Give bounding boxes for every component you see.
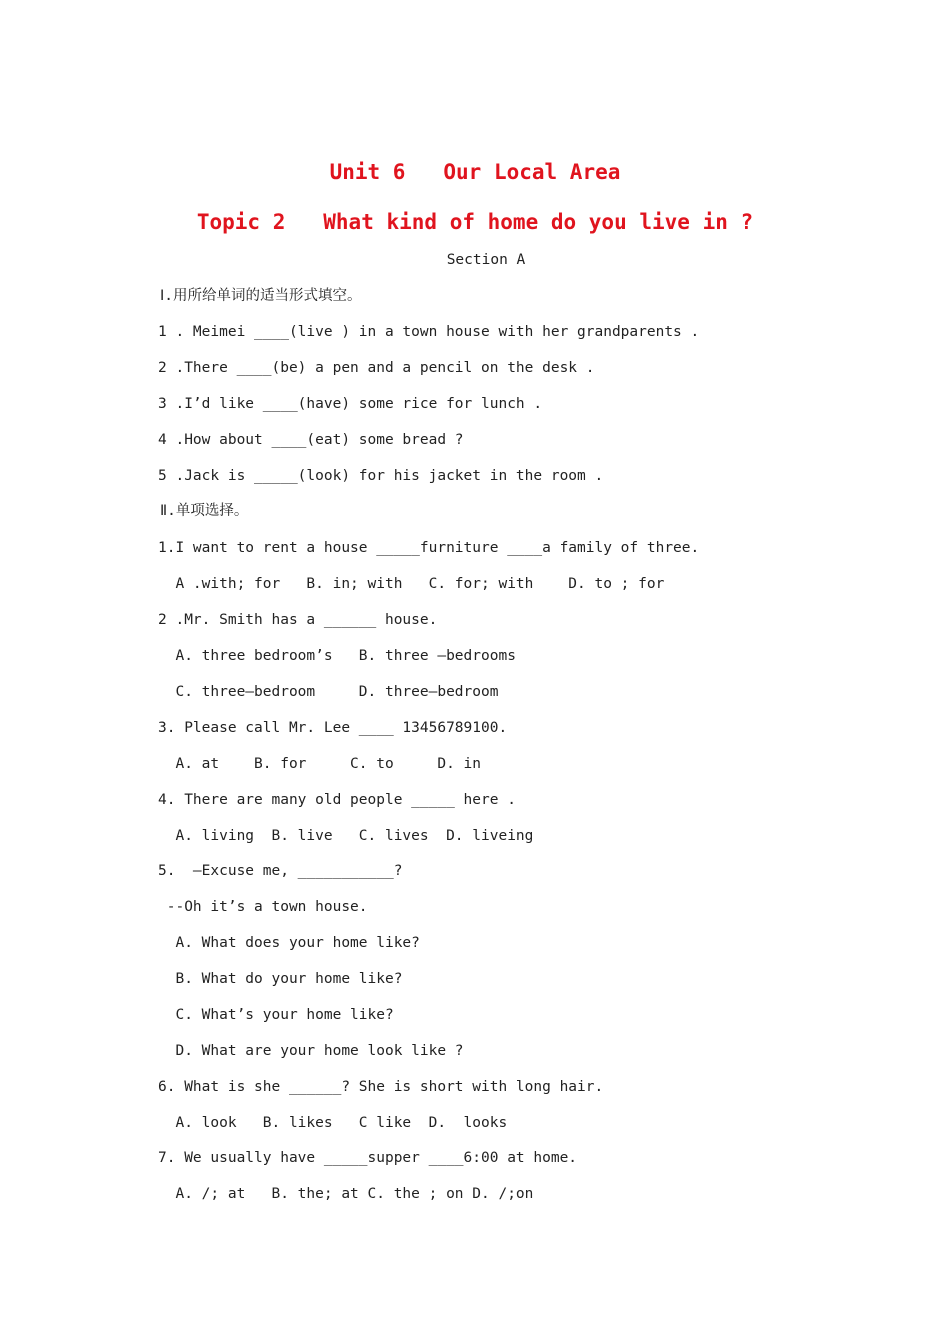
- question-line: 3. Please call Mr. Lee ____ 13456789100.: [158, 720, 508, 736]
- options-line: A. What does your home like?: [158, 935, 420, 951]
- part1-item: 2 .There ____(be) a pen and a pencil on the desk .: [158, 360, 595, 376]
- part1-item: 1 . Meimei ____(live ) in a town house with her grandparents .: [158, 324, 700, 340]
- question-line: 6. What is she ______? She is short with long hair.: [158, 1079, 604, 1095]
- unit-title: Unit 6 Our Local Area: [329, 160, 621, 184]
- question-line: 1.I want to rent a house _____furniture ____a family of three.: [158, 540, 700, 556]
- part1-item: 3 .I’d like ____(have) some rice for lunch .: [158, 396, 543, 412]
- options-line: A. at B. for C. to D. in: [158, 756, 482, 772]
- part1-heading: Ⅰ.用所给单词的适当形式填空。: [160, 288, 362, 304]
- question-line: 2 .Mr. Smith has a ______ house.: [158, 612, 438, 628]
- options-line: A. /; at B. the; at C. the ; on D. /;on: [158, 1186, 534, 1202]
- part2-heading: Ⅱ.单项选择。: [160, 503, 249, 519]
- options-line: A. three bedroom’s B. three –bedrooms: [158, 648, 516, 664]
- question-line: 5. –Excuse me, ___________?: [158, 863, 403, 879]
- options-line: B. What do your home like?: [158, 971, 403, 987]
- section-label: Section A: [446, 252, 526, 268]
- options-line: A .with; for B. in; with C. for; with D. to ; for: [158, 576, 665, 592]
- options-line: C. three—bedroom D. three—bedroom: [158, 684, 499, 700]
- question-line: 4. There are many old people _____ here .: [158, 792, 516, 808]
- question-line: 7. We usually have _____supper ____6:00 at home.: [158, 1150, 578, 1166]
- options-line: A. living B. live C. lives D. liveing: [158, 828, 534, 844]
- options-line: D. What are your home look like ?: [158, 1043, 464, 1059]
- answer-line: --Oh it’s a town house.: [158, 899, 368, 915]
- part1-item: 4 .How about ____(eat) some bread ?: [158, 432, 464, 448]
- part1-item: 5 .Jack is _____(look) for his jacket in the room .: [158, 468, 604, 484]
- topic-title: Topic 2 What kind of home do you live in ?: [196, 210, 754, 234]
- options-line: C. What’s your home like?: [158, 1007, 394, 1023]
- options-line: A. look B. likes C like D. looks: [158, 1115, 508, 1131]
